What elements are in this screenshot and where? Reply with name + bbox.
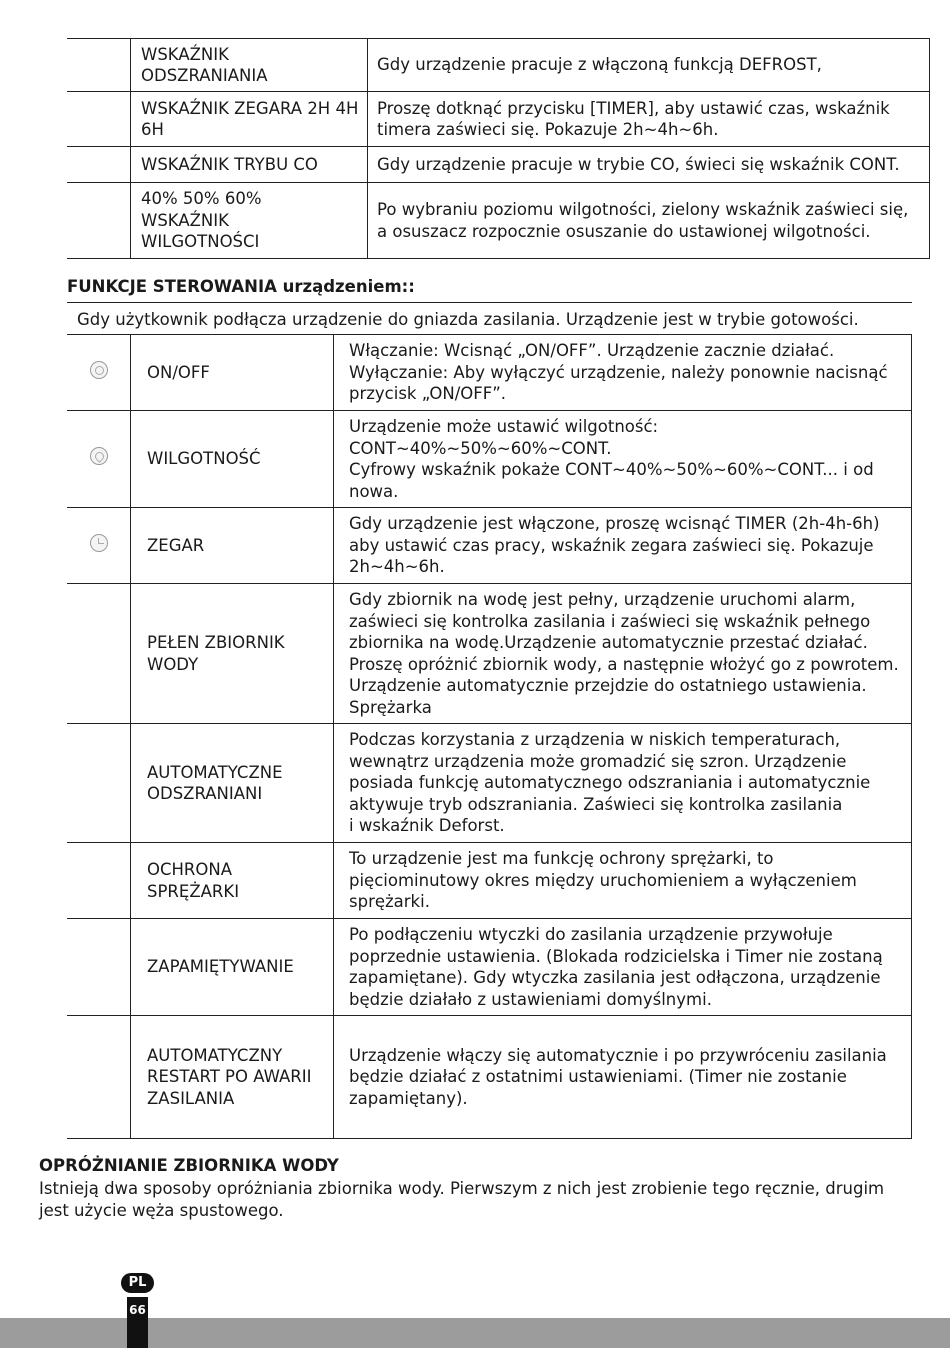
icon-cell (67, 1016, 131, 1139)
table-row (67, 508, 912, 584)
row-description: Po wybraniu poziomu wilgotności, zielony wskaźnik zaświeci się, a osuszacz rozpocznie osuszanie do ustawionej wilgotności. (368, 183, 930, 259)
row-label: OCHRONA SPRĘŻARKI (131, 843, 334, 919)
icon-cell (67, 843, 131, 919)
empty-cell (67, 92, 131, 147)
row-label: ON/OFF (131, 335, 334, 411)
table-row (67, 183, 930, 259)
table-row (67, 147, 930, 183)
row-description: Włączanie: Wcisnąć „ON/OFF”. Urządzenie zacznie działać. Wyłączanie: Aby wyłączyć urządzenie, należy ponownie nacisnąć przycisk „ON/OFF”. (334, 335, 912, 411)
empty-cell (67, 183, 131, 259)
table-row (67, 411, 912, 508)
empty-cell (67, 147, 131, 183)
table-row (67, 919, 912, 1016)
row-description: Po podłączeniu wtyczki do zasilania urządzenie przywołuje poprzednie ustawienia. (Blokada rodzicielska i Timer nie zostaną zapamiętane). Gdy wtyczka zasilania jest odłączona, urządzenie będzie działało z ustawieniami domyślnymi. (334, 919, 912, 1016)
row-label: AUTOMATYCZNY RESTART PO AWARII ZASILANIA (131, 1016, 334, 1139)
icon-cell (67, 584, 131, 724)
row-label: ZAPAMIĘTYWANIE (131, 919, 334, 1016)
indicator-table (67, 38, 930, 259)
table-row (67, 843, 912, 919)
row-label: WSKAŹNIK ODSZRANIANIA (131, 39, 368, 92)
drain-section-text: Istnieją dwa sposoby opróżniania zbiornika wody. Pierwszym z nich jest zrobienie tego ręcznie, drugim jest użycie węża spustowego. (39, 1179, 885, 1220)
row-description: Gdy zbiornik na wodę jest pełny, urządzenie uruchomi alarm, zaświeci się kontrolka zasilania i zaświeci się wskaźnik pełnego zbiornika na wodę.Urządzenie automatycznie przestać działać. Proszę opróżnić zbiornik wody, a następnie włożyć go z powrotem. Urządzenie automatycznie przejdzie do ostatniego ustawienia. Sprężarka (334, 584, 912, 724)
divider (67, 302, 912, 303)
row-description: Gdy urządzenie pracuje w trybie CO, świeci się wskaźnik CONT. (368, 147, 930, 183)
row-description: Urządzenie może ustawić wilgotność: CONT~40%~50%~60%~CONT. Cyfrowy wskaźnik pokaże CONT~40%~50%~60%~CONT... i od nowa. (334, 411, 912, 508)
table-row (67, 724, 912, 843)
row-description: Urządzenie włączy się automatycznie i po przywróceniu zasilania będzie działać z ostatnimi ustawieniami. (Timer nie zostanie zapamiętany). (334, 1016, 912, 1139)
section-title: FUNKCJE STEROWANIA urządzeniem:: (67, 277, 415, 296)
icon-cell (67, 508, 131, 584)
page-number: 66 (127, 1297, 148, 1348)
icon-cell (67, 724, 131, 843)
section-intro: Gdy użytkownik podłącza urządzenie do gniazda zasilania. Urządzenie jest w trybie gotowości. (77, 310, 859, 329)
row-label: WSKAŹNIK ZEGARA 2H 4H 6H (131, 92, 368, 147)
power-icon (90, 361, 108, 379)
drain-section-title: OPRÓŻNIANIE ZBIORNIKA WODY (39, 1156, 339, 1175)
table-row (67, 584, 912, 724)
table-row (67, 335, 912, 411)
row-label: WILGOTNOŚĆ (131, 411, 334, 508)
clock-icon (90, 534, 108, 552)
row-description: Proszę dotknąć przycisku [TIMER], aby ustawić czas, wskaźnik timera zaświeci się. Pokazuje 2h~4h~6h. (368, 92, 930, 147)
row-label: PEŁEN ZBIORNIK WODY (131, 584, 334, 724)
row-label: 40% 50% 60% WSKAŹNIK WILGOTNOŚCI (131, 183, 368, 259)
table-row (67, 92, 930, 147)
table-row (67, 39, 930, 92)
row-description: To urządzenie jest ma funkcję ochrony sprężarki, to pięciominutowy okres między uruchomieniem a wyłączeniem sprężarki. (334, 843, 912, 919)
row-description: Podczas korzystania z urządzenia w niskich temperaturach, wewnątrz urządzenia może gromadzić się szron. Urządzenie posiada funkcję automatycznego odszraniania i automatycznie aktywuje tryb odszraniania. Zaświeci się kontrolka zasilania i wskaźnik Deforst. (334, 724, 912, 843)
row-description: Gdy urządzenie jest włączone, proszę wcisnąć TIMER (2h-4h-6h) aby ustawić czas pracy, wskaźnik zegara zaświeci się. Pokazuje 2h~4h~6h. (334, 508, 912, 584)
row-label: WSKAŹNIK TRYBU CO (131, 147, 368, 183)
row-label: AUTOMATYCZNE ODSZRANIANI (131, 724, 334, 843)
humidity-drop-icon (90, 447, 108, 465)
row-label: ZEGAR (131, 508, 334, 584)
icon-cell (67, 919, 131, 1016)
table-row (67, 1016, 912, 1139)
language-badge: PL (121, 1273, 154, 1293)
empty-cell (67, 39, 131, 92)
icon-cell (67, 335, 131, 411)
controls-table (67, 334, 912, 1139)
row-description: Gdy urządzenie pracuje z włączoną funkcją DEFROST, (368, 39, 930, 92)
icon-cell (67, 411, 131, 508)
